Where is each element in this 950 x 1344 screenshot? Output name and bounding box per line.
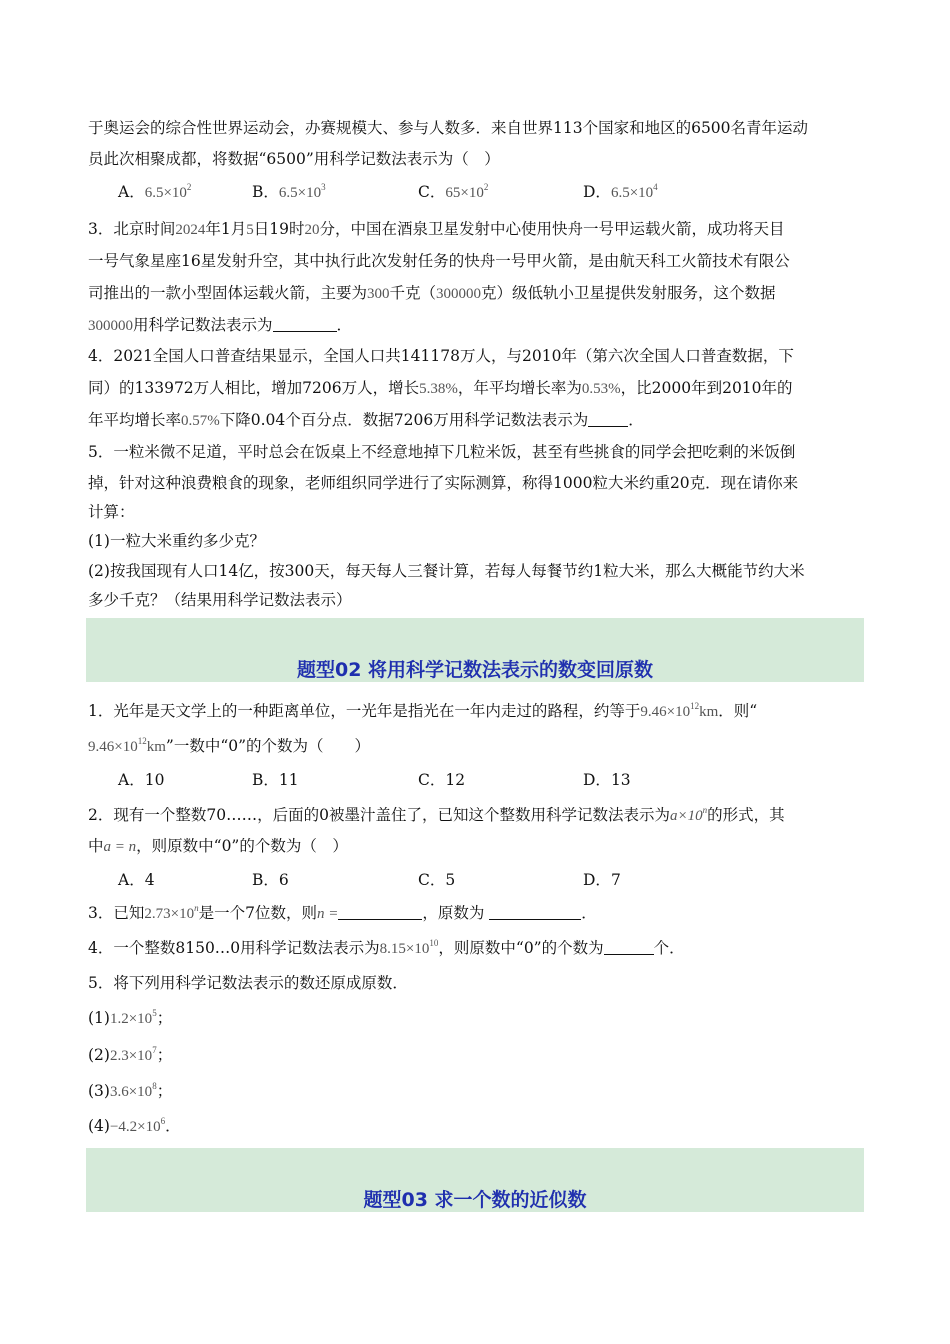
s2-q1-option-c: C．12 [418,771,466,789]
q2-option-a: A．$6.5\times 10^2$ [118,182,192,201]
q4-line3: 年平均增长率0.57%下降0.04个百分点．数据7206万用科学记数法表示为 ． [88,411,644,429]
q5-line6: 多少千克？（结果用科学记数法表示） [88,591,352,609]
s2-q2-option-b: B．6 [252,871,289,889]
section-title: 题型03 求一个数的近似数 [363,1189,587,1211]
section-title: 题型02 将用科学记数法表示的数变回原数 [296,659,654,681]
answer-blank[interactable] [588,412,628,427]
s2-q1-option-b: B．11 [252,771,299,789]
q3-line1: 3．北京时间2024年1月5日19时20分，中国在酒泉卫星发射中心使用快舟一号甲运载火箭，成功将天目 [88,220,785,238]
q2-intro-line1: 于奥运会的综合性世界运动会，办赛规模大、参与人数多．来自世界113个国家和地区的6500名青年运动 [88,119,809,137]
s2-q1-option-a: A．10 [118,771,165,789]
s2-q5-item-2: $(2)2.3\times 10^7$； [88,1045,173,1064]
s2-q2-line2: 中a = n，则原数中“0”的个数为（ ） [88,837,348,855]
s2-q2-line1: 2．现有一个整数70……，后面的0被墨汁盖住了，已知这个整数用科学记数法表示为$a\times 10^n$的形式，其 [88,805,785,824]
s2-q1-line2: $9.46\times 10^{12}km$”一数中“0”的个数为（ ） [88,736,371,755]
q2-option-c: C．$65\times 10^2$ [418,182,489,201]
s2-q4-line: 4．一个整数8150…0用科学记数法表示为$8.15\times 10^{10}$，则原数中“0”的个数为 个． [88,938,685,957]
section-banner [86,1148,864,1212]
s2-q5-item-4: $(4)-4.2\times 10^6$． [88,1116,181,1135]
answer-blank[interactable] [338,905,422,920]
s2-q5-item-3: $(3)3.6\times 10^8$； [88,1081,173,1100]
q3-line4: 300000用科学记数法表示为 ． [88,316,353,334]
q3-line3: 司推出的一款小型固体运载火箭，主要为300千克（300000克）级低轨小卫星提供发射服务，这个数据 [88,284,776,302]
s2-q3-line: 3．已知$2.73\times 10^n$是一个7位数，则n = ，原数为 ． [88,903,597,922]
s2-q5-item-1: $(1)1.2\times 10^5$； [88,1008,173,1027]
q2-option-d: D．$6.5\times 10^4$ [583,182,658,201]
q5-line2: 掉，针对这种浪费粮食的现象，老师组织同学进行了实际测算，称得1000粒大米约重20克．现在请你来 [88,474,799,492]
q4-line2: 同）的133972万人相比，增加7206万人，增长5.38%，年平均增长率为0.53%，比2000年到2010年的 [88,379,793,397]
q5-line3: 计算： [88,503,135,521]
s2-q2-option-c: C．5 [418,871,456,889]
s2-q1-line1: 1．光年是天文学上的一种距离单位，一光年是指光在一年内走过的路程，约等于$9.46\times 10^{12}km$．则“ [88,701,758,720]
s2-q1-option-d: D．13 [583,771,631,789]
s2-q2-option-a: A．4 [118,871,155,889]
answer-blank[interactable] [489,905,581,920]
q5-line1: 5．一粒米微不足道，平时总会在饭桌上不经意地掉下几粒米饭，甚至有些挑食的同学会把吃剩的米饭倒 [88,443,796,461]
q2-intro-line2: 员此次相聚成都，将数据“6500”用科学记数法表示为（ ） [88,150,500,168]
s2-q2-option-d: D．7 [583,871,621,889]
q5-line5: (2)按我国现有人口14亿，按300天，每天每人三餐计算，若每人每餐节约1粒大米，那么大概能节约大米 [88,562,805,580]
section-banner [86,618,864,682]
answer-blank[interactable] [273,317,337,332]
q5-line4: (1)一粒大米重约多少克？ [88,532,265,550]
q3-line2: 一号气象星座16星发射升空，其中执行此次发射任务的快舟一号甲火箭，是由航天科工火箭技术有限公 [88,252,790,270]
answer-blank[interactable] [604,940,654,955]
q2-option-b: B．$6.5\times 10^3$ [252,182,326,201]
s2-q5-intro: 5．将下列用科学记数法表示的数还原成原数． [88,974,408,992]
q4-line1: 4．2021全国人口普查结果显示，全国人口共141178万人，与2010年（第六次全国人口普查数据，下 [88,347,794,365]
